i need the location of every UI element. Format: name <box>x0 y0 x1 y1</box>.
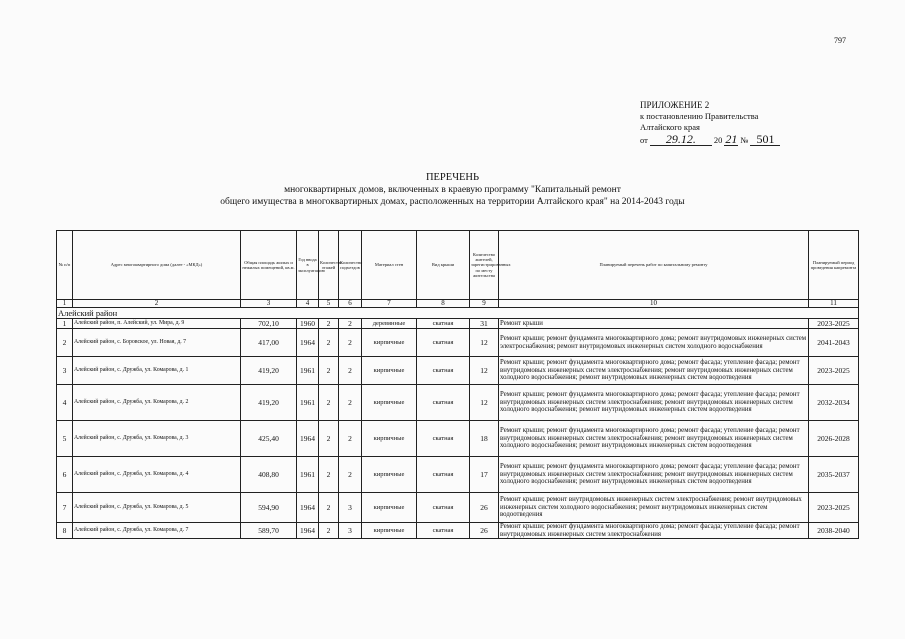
cell-floors: 2 <box>319 457 339 493</box>
table-row <box>57 523 859 539</box>
cell-year: 1964 <box>297 329 319 357</box>
column-number: 3 <box>241 300 297 308</box>
cell-floors: 2 <box>319 329 339 357</box>
cell-entrances: 2 <box>339 357 362 385</box>
appendix-line2: Алтайского края <box>640 122 700 132</box>
year-prefix: 20 <box>713 135 723 145</box>
table-row <box>57 357 859 385</box>
cell-entrances: 2 <box>339 329 362 357</box>
cell-number: 4 <box>57 385 73 421</box>
cell-area: 408,80 <box>241 457 297 493</box>
cell-works: Ремонт крыши; ремонт фундамента многоквартирного дома; ремонт фасада; утепление фасада; ремонт внутридомовых инженерных систем электроснабжения; ремонт внутридомовых инженерных систем холодного водоснабжения; ремонт внутридомовых инженерных систем водоотведения <box>499 385 809 421</box>
cell-works: Ремонт крыши; ремонт фундамента многоквартирного дома; ремонт фасада; утепление фасада; ремонт внутридомовых инженерных систем электроснабжения <box>499 523 809 539</box>
cell-area: 702,10 <box>241 319 297 329</box>
cell-roof: скатная <box>417 493 470 523</box>
cell-area: 419,20 <box>241 357 297 385</box>
heading-line2: общего имущества в многоквартирных домах, расположенных на территории Алтайского края" на 2014-2043 годы <box>220 197 685 207</box>
cell-residents: 12 <box>470 385 499 421</box>
cell-year: 1964 <box>297 493 319 523</box>
col-roof-header: Вид крыши <box>417 231 470 300</box>
column-number: 6 <box>339 300 362 308</box>
cell-walls: кирпичные <box>362 421 417 457</box>
cell-address: Алейский район, с. Дружба, ул. Комарова, д. 2 <box>73 385 241 421</box>
cell-year: 1961 <box>297 357 319 385</box>
column-number: 4 <box>297 300 319 308</box>
cell-number: 8 <box>57 523 73 539</box>
column-number: 7 <box>362 300 417 308</box>
cell-works: Ремонт крыши; ремонт фундамента многоквартирного дома; ремонт внутридомовых инженерных систем электроснабжения; ремонт внутридомовых инженерных систем холодного водоснабжения <box>499 329 809 357</box>
col-entrances-header: Количество подъездов <box>339 231 362 300</box>
cell-address: Алейский район, п. Алейский, ул. Мира, д. 9 <box>73 319 241 329</box>
cell-roof: скатная <box>417 421 470 457</box>
region-name: Алейский район <box>57 308 859 319</box>
column-number: 9 <box>470 300 499 308</box>
col-walls-header: Материал стен <box>362 231 417 300</box>
table-row <box>57 493 859 523</box>
cell-address: Алейский район, с. Дружба, ул. Комарова, д. 1 <box>73 357 241 385</box>
cell-residents: 26 <box>470 523 499 539</box>
cell-number: 3 <box>57 357 73 385</box>
cell-roof: скатная <box>417 523 470 539</box>
cell-floors: 2 <box>319 493 339 523</box>
cell-number: 7 <box>57 493 73 523</box>
column-number: 1 <box>57 300 73 308</box>
col-area-header: Общая площадь жилых и нежилых помещений, кв.м. <box>241 231 297 300</box>
cell-works: Ремонт крыши; ремонт фундамента многоквартирного дома; ремонт фасада; утепление фасада; ремонт внутридомовых инженерных систем электроснабжения; ремонт внутридомовых инженерных систем холодного водоснабжения; ремонт внутридомовых инженерных систем водоотведения <box>499 457 809 493</box>
col-number-header: № п/п <box>57 231 73 300</box>
cell-address: Алейский район, с. Дружба, ул. Комарова, д. 7 <box>73 523 241 539</box>
cell-works: Ремонт крыши; ремонт внутридомовых инженерных систем электроснабжения; ремонт внутридомовых инженерных систем холодного водоснабжения; ремонт внутридомовых инженерных систем водоотведения <box>499 493 809 523</box>
cell-year: 1964 <box>297 523 319 539</box>
column-number: 5 <box>319 300 339 308</box>
cell-period: 2035-2037 <box>809 457 859 493</box>
cell-walls: кирпичные <box>362 357 417 385</box>
table-row <box>57 319 859 329</box>
region-row <box>57 308 859 319</box>
col-floors-header: Количество этажей <box>319 231 339 300</box>
col-period-header: Планируемый период проведения капремонта <box>809 231 859 300</box>
cell-entrances: 2 <box>339 319 362 329</box>
cell-roof: скатная <box>417 357 470 385</box>
cell-year: 1961 <box>297 457 319 493</box>
cell-area: 425,40 <box>241 421 297 457</box>
cell-entrances: 3 <box>339 523 362 539</box>
cell-address: Алейский район, с. Дружба, ул. Комарова, д. 5 <box>73 493 241 523</box>
cell-roof: скатная <box>417 457 470 493</box>
table-row <box>57 329 859 357</box>
cell-walls: кирпичные <box>362 457 417 493</box>
header-row <box>57 231 859 300</box>
column-number: 10 <box>499 300 809 308</box>
year-suffix: 21 <box>725 132 738 146</box>
cell-entrances: 2 <box>339 421 362 457</box>
column-number: 11 <box>809 300 859 308</box>
cell-residents: 26 <box>470 493 499 523</box>
cell-year: 1961 <box>297 385 319 421</box>
appendix-line1: к постановлению Правительства <box>640 111 759 121</box>
cell-period: 2023-2025 <box>809 493 859 523</box>
appendix-title: ПРИЛОЖЕНИЕ 2 <box>640 100 710 110</box>
col-works-header: Планируемый перечень работ по капитальному ремонту <box>499 231 809 300</box>
page-number: 797 <box>834 36 846 45</box>
cell-residents: 18 <box>470 421 499 457</box>
cell-works: Ремонт крыши; ремонт фундамента многоквартирного дома; ремонт фасада; утепление фасада; ремонт внутридомовых инженерных систем электроснабжения; ремонт внутридомовых инженерных систем холодного водоснабжения; ремонт внутридомовых инженерных систем водоотведения <box>499 421 809 457</box>
appendix-block <box>640 100 810 146</box>
cell-area: 594,90 <box>241 493 297 523</box>
cell-roof: скатная <box>417 329 470 357</box>
cell-number: 2 <box>57 329 73 357</box>
decree-number: 501 <box>750 134 780 146</box>
cell-works: Ремонт крыши; ремонт фундамента многоквартирного дома; ремонт фасада; утепление фасада; ремонт внутридомовых инженерных систем электроснабжения; ремонт внутридомовых инженерных систем холодного водоснабжения; ремонт внутридомовых инженерных систем водоотведения <box>499 357 809 385</box>
cell-address: Алейский район, с. Дружба, ул. Комарова, д. 3 <box>73 421 241 457</box>
document-title: ПЕРЕЧЕНЬ <box>425 172 480 183</box>
cell-entrances: 2 <box>339 457 362 493</box>
housing-register-table <box>56 230 859 539</box>
cell-period: 2023-2025 <box>809 357 859 385</box>
number-label: № <box>740 135 749 145</box>
cell-floors: 2 <box>319 319 339 329</box>
col-address-header: Адрес многоквартирного дома (далее - «МКД») <box>73 231 241 300</box>
column-number-row <box>57 300 859 308</box>
cell-period: 2023-2025 <box>809 319 859 329</box>
column-number: 8 <box>417 300 470 308</box>
cell-entrances: 3 <box>339 493 362 523</box>
cell-period: 2032-2034 <box>809 385 859 421</box>
cell-address: Алейский район, с. Боровское, ул. Новая, д. 7 <box>73 329 241 357</box>
cell-walls: деревянные <box>362 319 417 329</box>
cell-walls: кирпичные <box>362 385 417 421</box>
col-year-header: Год ввода в эксплуатацию <box>297 231 319 300</box>
cell-number: 6 <box>57 457 73 493</box>
decree-date: 29.12. <box>650 134 712 146</box>
cell-residents: 17 <box>470 457 499 493</box>
cell-floors: 2 <box>319 357 339 385</box>
cell-floors: 2 <box>319 385 339 421</box>
from-label: от <box>640 135 648 145</box>
cell-walls: кирпичные <box>362 493 417 523</box>
column-number: 2 <box>73 300 241 308</box>
table-row <box>57 421 859 457</box>
table-row <box>57 385 859 421</box>
decree-date-line <box>640 134 810 146</box>
cell-floors: 2 <box>319 421 339 457</box>
cell-area: 417,00 <box>241 329 297 357</box>
cell-residents: 12 <box>470 357 499 385</box>
table-row <box>57 457 859 493</box>
cell-area: 589,70 <box>241 523 297 539</box>
cell-number: 5 <box>57 421 73 457</box>
cell-year: 1960 <box>297 319 319 329</box>
cell-roof: скатная <box>417 385 470 421</box>
cell-walls: кирпичные <box>362 329 417 357</box>
cell-number: 1 <box>57 319 73 329</box>
cell-address: Алейский район, с. Дружба, ул. Комарова, д. 4 <box>73 457 241 493</box>
cell-roof: скатная <box>417 319 470 329</box>
cell-period: 2026-2028 <box>809 421 859 457</box>
cell-works: Ремонт крыши <box>499 319 809 329</box>
cell-year: 1964 <box>297 421 319 457</box>
cell-entrances: 2 <box>339 385 362 421</box>
cell-residents: 12 <box>470 329 499 357</box>
cell-area: 419,20 <box>241 385 297 421</box>
heading-line1: многоквартирных домов, включенных в краевую программу "Капитальный ремонт <box>284 185 621 195</box>
cell-residents: 31 <box>470 319 499 329</box>
cell-walls: кирпичные <box>362 523 417 539</box>
cell-period: 2041-2043 <box>809 329 859 357</box>
document-heading <box>0 172 905 208</box>
cell-floors: 2 <box>319 523 339 539</box>
cell-period: 2038-2040 <box>809 523 859 539</box>
col-residents-header: Количество жителей, зарегистрированных по месту жительства <box>470 231 499 300</box>
